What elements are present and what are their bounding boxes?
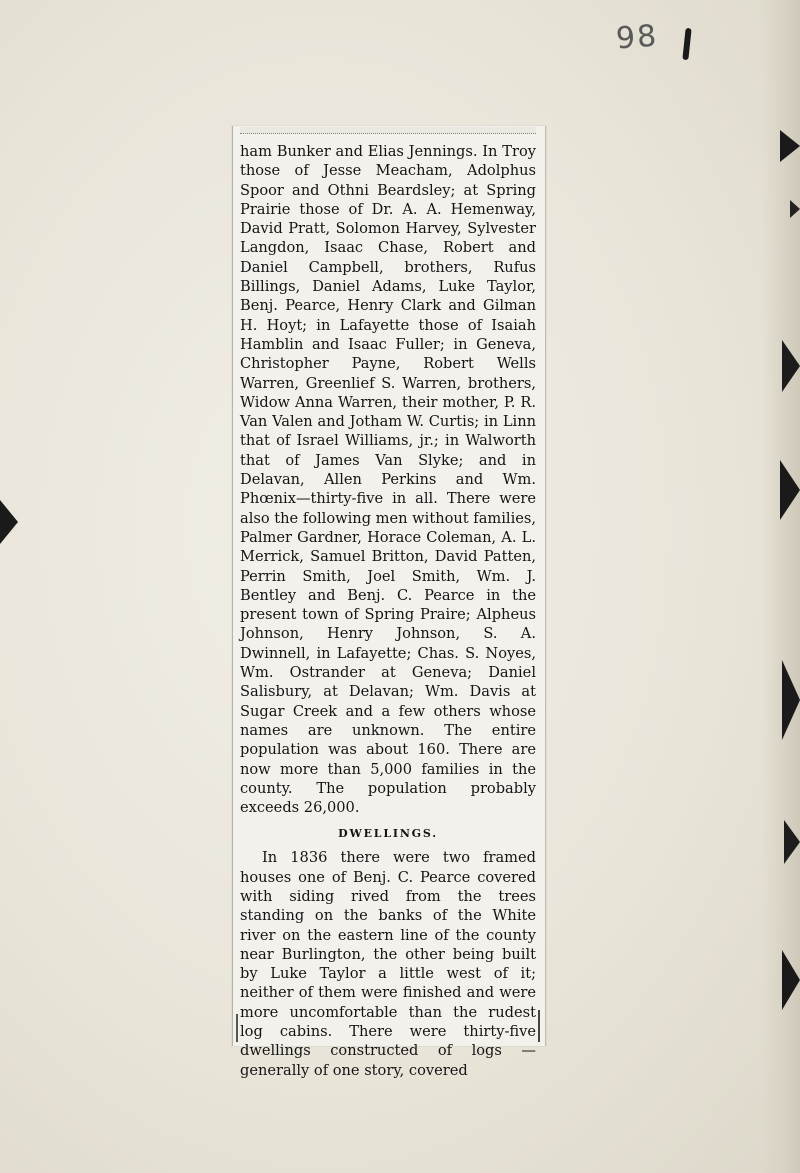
torn-edge-mark xyxy=(0,500,18,544)
article-paragraph: ham Bunker and Elias Jennings. In Troy those of Jesse Meacham, Adolphus Spoor and Othni Beardsley; at Spring Prairie those of Dr. A. A. Hemenway, David Pratt, Solomon Harvey, Sylvester Langdon, Isaac Chase, Robert and Daniel Campbell, brothers, Rufus Billings, Daniel Adams, Luke Taylor, Benj. Pearce, Henry Clark and Gilman H. Hoyt; in Lafayette those of Isaiah Hamblin and Isaac Fuller; in Geneva, Christopher Payne, Robert Wells Warren, Greenlief S. Warren, brothers, Widow Anna Warren, their mother, P. R. Van Valen and Jotham W. Curtis; in Linn that of Israel Williams, jr.; in Walworth that of James Van Slyke; and in Delavan, Allen Perkins and Wm. Phœnix—thirty-five in all. There were also the following men without families, Palmer Gardner, Horace Coleman, A. L. Merrick, Samuel Britton, David Patten, Perrin Smith, Joel Smith, Wm. J. Bentley and Benj. C. Pearce in the present town of Spring Praire; Alpheus Johnson, Henry Johnson, S. A. Dwinnell, in Lafayette; Chas. S. Noyes, Wm. Ostrander at Geneva; Daniel Salisbury, at Delavan; Wm. Davis at Sugar Creek and a few others whose names are unknown. The entire population was about 160. There are now more than 5,000 families in the county. The population probably exceeds 26,000. xyxy=(240,143,537,817)
torn-edge-mark xyxy=(790,200,800,218)
torn-edge-mark xyxy=(784,820,800,864)
torn-edge-mark xyxy=(782,660,800,740)
section-heading: DWELLINGS. xyxy=(338,827,438,841)
article-column xyxy=(240,142,536,1080)
torn-edge-mark xyxy=(782,340,800,392)
article-paragraph: In 1836 there were two framed houses one of Benj. C. Pearce covered with siding rived from the trees standing on the banks of the White river on the eastern line of the county near Burlington, the other being built by Luke Taylor a little west of it; neither of them were finished and were more uncomfortable than the rudest log cabins. There were thirty-five dwellings constructed of logs —generally of one story, covered xyxy=(240,849,536,1079)
handwritten-page-number: 98 xyxy=(614,18,660,57)
clipping-cut-edge xyxy=(240,127,536,134)
ink-mark xyxy=(682,28,691,60)
torn-edge-mark xyxy=(782,950,800,1010)
column-rule xyxy=(236,1014,238,1042)
column-rule xyxy=(538,1010,540,1042)
torn-edge-mark xyxy=(780,130,800,162)
torn-edge-mark xyxy=(780,460,800,520)
